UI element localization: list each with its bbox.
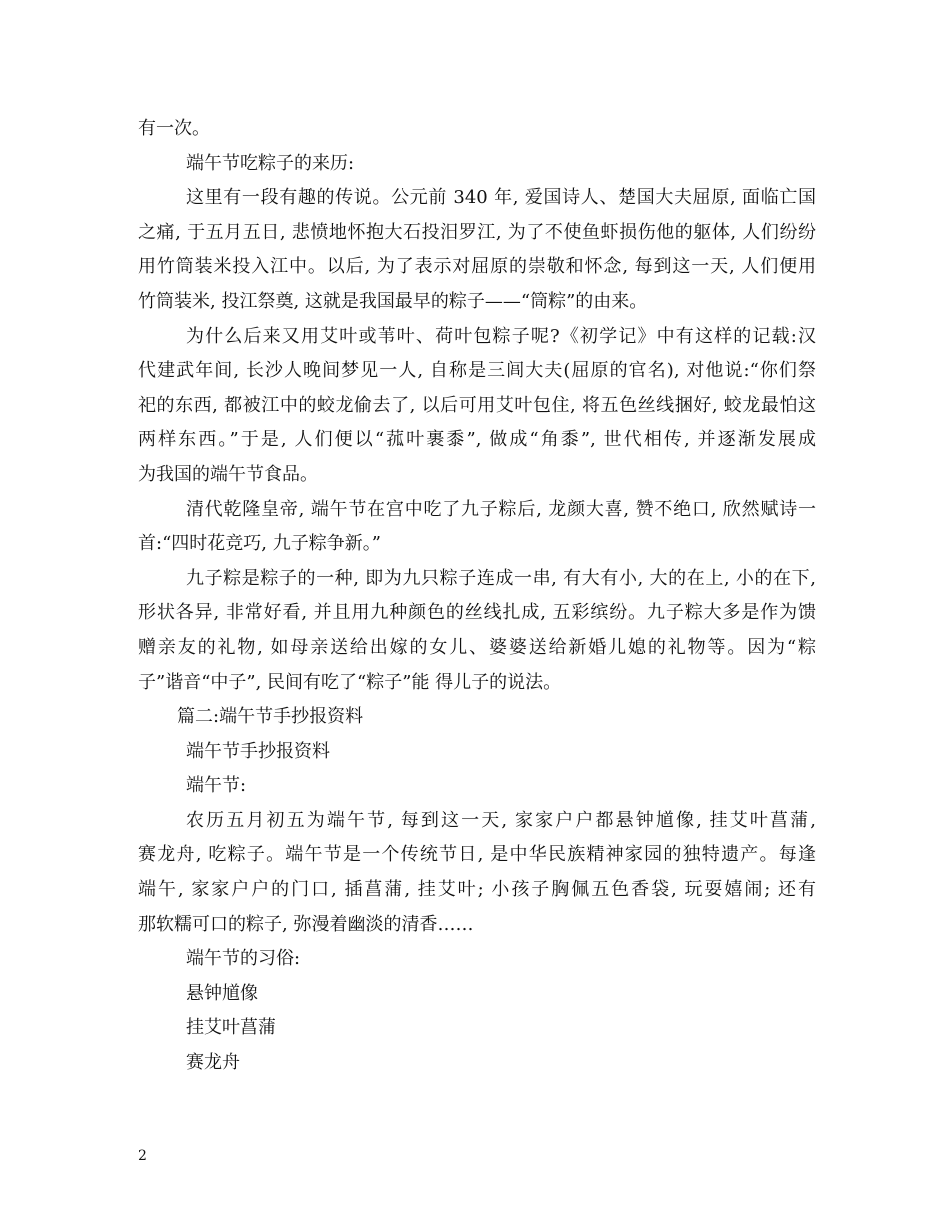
text-line: 赠亲友的礼物, 如母亲送给出嫁的女儿、婆婆送给新婚儿媳的礼物等。因为“粽 [138,636,816,658]
text-line: 清代乾隆皇帝, 端午节在宫中吃了九子粽后, 龙颜大喜, 赞不绝口, 欣然赋诗一 [186,498,816,520]
text-line: 子”谐音“中子”, 民间有吃了“粽子”能 得儿子的说法。 [138,671,562,693]
text-line: 赛龙舟, 吃粽子。端午节是一个传统节日, 是中华民族精神家园的独特遗产。每逢 [138,844,816,866]
section-heading: 端午节: [186,775,247,797]
text-line: 两样东西。”于是, 人们便以“菰叶裹黍”, 做成“角黍”, 世代相传, 并逐渐发展成 [138,429,816,451]
page-number: 2 [138,1148,147,1164]
section-heading: 端午节手抄报资料 [186,740,330,762]
text-line: 那软糯可口的粽子, 弥漫着幽淡的清香…… [138,913,474,935]
text-line: 九子粽是粽子的一种, 即为九只粽子连成一串, 有大有小, 大的在上, 小的在下, [186,567,816,589]
text-line: 形状各异, 非常好看, 并且用九种颜色的丝线扎成, 五彩缤纷。九子粽大多是作为馈 [138,602,816,624]
text-line: 端午, 家家户户的门口, 插菖蒲, 挂艾叶; 小孩子胸佩五色香袋, 玩耍嬉闹; 还有 [138,879,816,901]
section-heading: 篇二:端午节手抄报资料 [177,706,364,728]
text-line: 代建武年间, 长沙人晚间梦见一人, 自称是三闾大夫(屈原的官名), 对他说:“你们祭 [138,360,816,382]
text-line: 首:“四时花竞巧, 九子粽争新。” [138,533,381,555]
text-line: 这里有一段有趣的传说。公元前 340 年, 爱国诗人、楚国大夫屈原, 面临亡国 [186,187,816,209]
list-item: 悬钟馗像 [186,982,258,1004]
text-line: 农历五月初五为端午节, 每到这一天, 家家户户都悬钟馗像, 挂艾叶菖蒲, [186,809,816,831]
document-body [138,112,816,1081]
text-line: 有一次。 [138,118,210,139]
text-line: 为什么后来又用艾叶或苇叶、荷叶包粽子呢?《初学记》中有这样的记载:汉 [186,325,816,347]
list-item: 挂艾叶菖蒲 [186,1017,276,1039]
text-line: 之痛, 于五月五日, 悲愤地怀抱大石投汨罗江, 为了不使鱼虾损伤他的躯体, 人们纷纷 [138,221,816,243]
list-item: 赛龙舟 [186,1052,240,1074]
text-line: 祀的东西, 都被江中的蛟龙偷去了, 以后可用艾叶包住, 将五色丝线捆好, 蛟龙最怕这 [138,394,816,416]
text-line: 为我国的端午节食品。 [138,463,318,485]
section-heading: 端午节的习俗: [186,948,301,970]
text-line: 竹筒装米, 投江祭奠, 这就是我国最早的粽子——“筒粽”的由来。 [138,290,648,312]
section-heading: 端午节吃粽子的来历: [186,152,355,174]
text-line: 用竹筒装米投入江中。以后, 为了表示对屈原的崇敬和怀念, 每到这一天, 人们便用 [138,256,816,278]
